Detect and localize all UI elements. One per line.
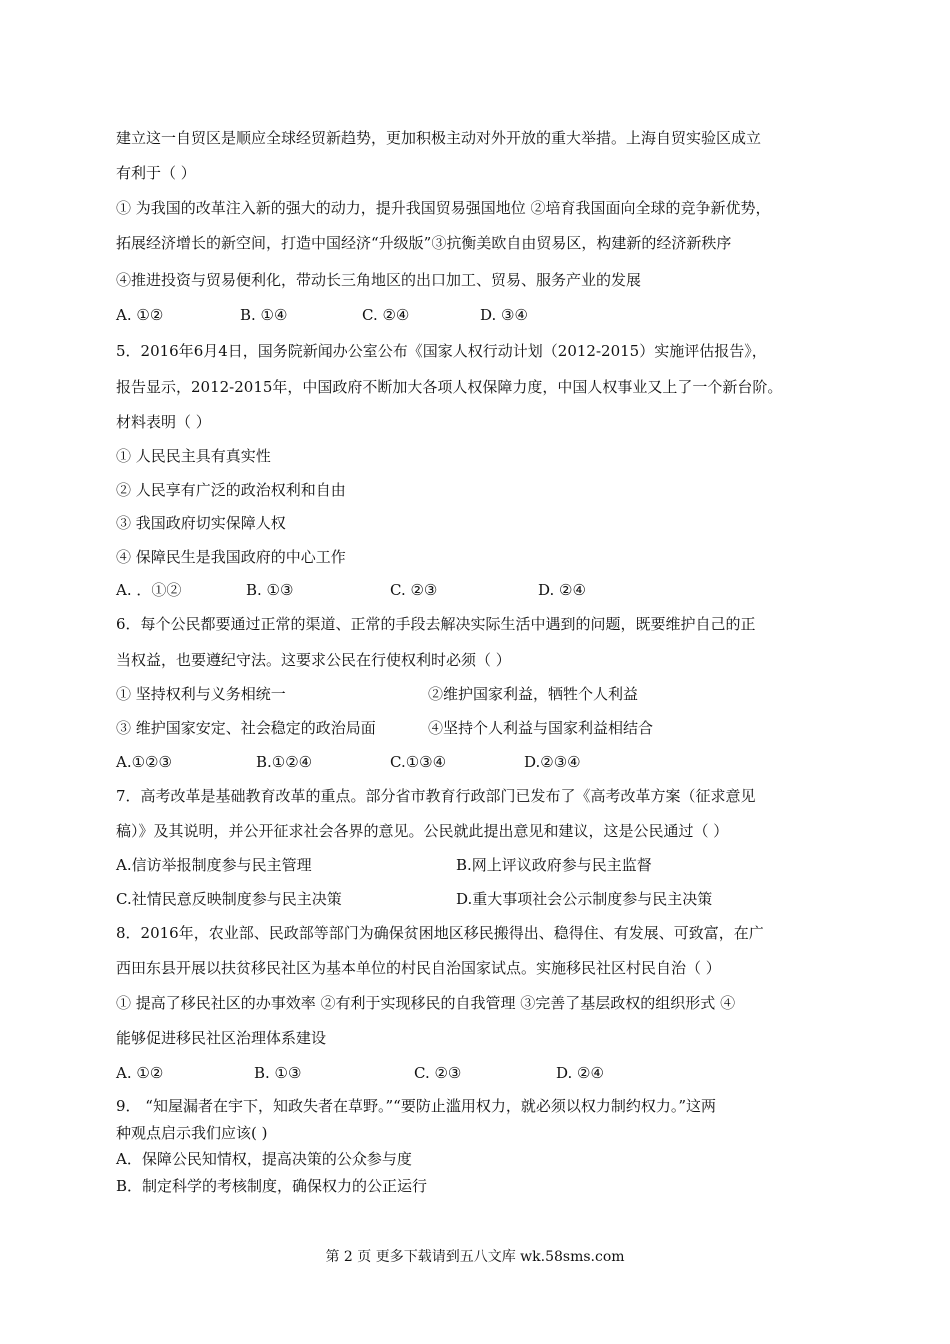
question-6-item-4: ④坚持个人利益与国家利益相结合: [428, 719, 654, 737]
question-8-option-b: B. ①③: [254, 1064, 302, 1082]
question-5-option-a: A. ．①②: [116, 581, 182, 599]
question-7-option-a: A.信访举报制度参与民主管理: [116, 856, 312, 874]
question-4-option-d: D. ③④: [480, 306, 528, 324]
question-7-option-b: B.网上评议政府参与民主监督: [456, 856, 652, 874]
question-6-item-2: ②维护国家利益，牺牲个人利益: [428, 685, 639, 703]
question-7-option-d: D.重大事项社会公示制度参与民主决策: [456, 890, 713, 908]
question-8-option-a: A. ①②: [116, 1064, 164, 1082]
question-9-stem-line-1: 9． “知屋漏者在宇下，知政失者在草野。”“要防止滥用权力，就必须以权力制约权力。”这两: [116, 1097, 716, 1115]
question-8-option-c: C. ②③: [414, 1064, 462, 1082]
question-6-option-c: C.①③④: [390, 753, 447, 771]
question-6-option-d: D.②③④: [524, 753, 581, 771]
question-5-option-c: C. ②③: [390, 581, 438, 599]
question-5-stem-line-2: 报告显示，2012-2015年，中国政府不断加大各项人权保障力度，中国人权事业又上了一个新台阶。: [116, 378, 783, 396]
question-4-option-a: A. ①②: [116, 306, 164, 324]
question-4-option-c: C. ②④: [362, 306, 410, 324]
question-6-item-1: ① 坚持权利与义务相统一: [116, 685, 286, 703]
question-8-stem-line-2: 西田东县开展以扶贫移民社区为基本单位的村民自治国家试点。实施移民社区村民自治（ ）: [116, 959, 721, 977]
question-6-stem-line-2: 当权益，也要遵纪守法。这要求公民在行使权利时必须（ ）: [116, 651, 511, 669]
question-8-stem-line-1: 8．2016年，农业部、民政部等部门为确保贫困地区移民搬得出、稳得住、有发展、可致富，在广: [116, 924, 764, 942]
question-6-option-a: A.①②③: [116, 753, 172, 771]
question-5-item-3: ③ 我国政府切实保障人权: [116, 514, 286, 532]
question-6-option-b: B.①②④: [256, 753, 313, 771]
question-5-option-d: D. ②④: [538, 581, 586, 599]
question-5-stem-line-1: 5．2016年6月4日，国务院新闻办公室公布《国家人权行动计划（2012-2015）实施评估报告》，: [116, 342, 767, 360]
question-7-stem-line-2: 稿）》及其说明，并公开征求社会各界的意见。公民就此提出意见和建议，这是公民通过（ ）: [116, 822, 729, 840]
question-7-option-c: C.社情民意反映制度参与民主决策: [116, 890, 342, 908]
question-8-item-line-1: ① 提高了移民社区的办事效率 ②有利于实现移民的自我管理 ③完善了基层政权的组织形式 ④: [116, 994, 736, 1012]
question-5-item-2: ② 人民享有广泛的政治权利和自由: [116, 481, 346, 499]
question-9-option-a: A．保障公民知情权，提高决策的公众参与度: [116, 1150, 412, 1168]
question-4-item-line-1: ① 为我国的改革注入新的强大的动力，提升我国贸易强国地位 ②培育我国面向全球的竞争新优势，: [116, 199, 771, 217]
question-5-item-4: ④ 保障民生是我国政府的中心工作: [116, 548, 346, 566]
question-5-option-b: B. ①③: [246, 581, 294, 599]
question-8-item-line-2: 能够促进移民社区治理体系建设: [116, 1029, 327, 1047]
question-9-stem-line-2: 种观点启示我们应该( ): [116, 1124, 268, 1142]
question-6-item-3: ③ 维护国家安定、社会稳定的政治局面: [116, 719, 376, 737]
page-footer: 第 2 页 更多下载请到五八文库 wk.58sms.com: [325, 1249, 625, 1265]
question-5-stem-line-3: 材料表明（ ）: [116, 413, 211, 431]
question-8-option-d: D. ②④: [556, 1064, 604, 1082]
question-7-stem-line-1: 7．高考改革是基础教育改革的重点。部分省市教育行政部门已发布了《高考改革方案（征求意见: [116, 787, 756, 805]
question-4-item-line-3: ④推进投资与贸易便利化，带动长三角地区的出口加工、贸易、服务产业的发展: [116, 271, 642, 289]
question-6-stem-line-1: 6．每个公民都要通过正常的渠道、正常的手段去解决实际生活中遇到的问题，既要维护自己的正: [116, 615, 756, 633]
question-4-continuation-line-2: 有利于（ ）: [116, 164, 196, 182]
question-4-item-line-2: 拓展经济增长的新空间，打造中国经济“升级版”③抗衡美欧自由贸易区，构建新的经济新秩序: [116, 234, 732, 252]
question-4-continuation-line-1: 建立这一自贸区是顺应全球经贸新趋势，更加积极主动对外开放的重大举措。上海自贸实验区成立: [116, 129, 762, 147]
question-9-option-b: B．制定科学的考核制度，确保权力的公正运行: [116, 1177, 428, 1195]
question-4-option-b: B. ①④: [240, 306, 288, 324]
question-5-item-1: ① 人民民主具有真实性: [116, 447, 271, 465]
